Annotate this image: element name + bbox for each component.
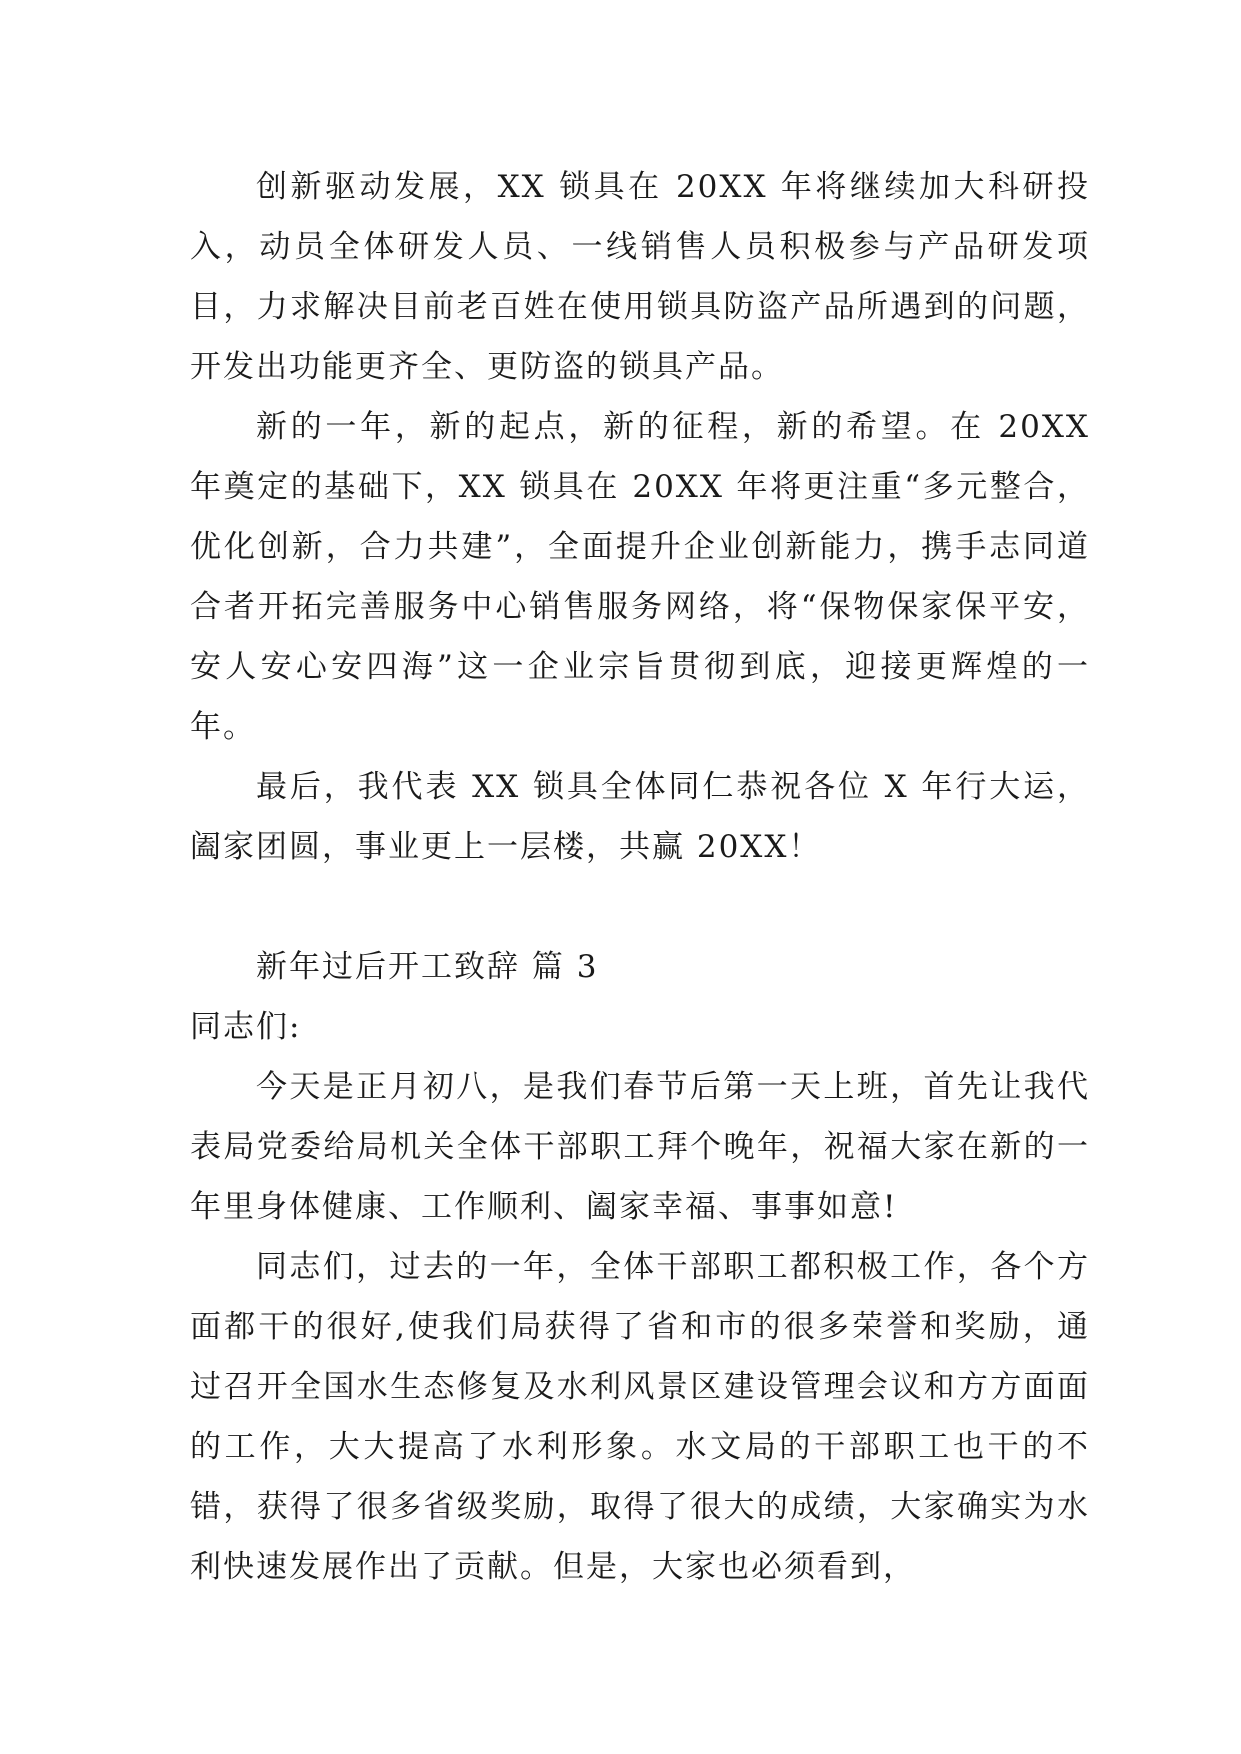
paragraph-review: 同志们，过去的一年，全体干部职工都积极工作，各个方面都干的很好,使我们局获得了省和市的很多荣誉和奖励，通过召开全国水生态修复及水利风景区建设管理会议和方方面面的工作，大大提高了水利形象。水文局的干部职工也干的不错，获得了很多省级奖励，取得了很大的成绩，大家确实为水利快速发展作出了贡献。但是，大家也必须看到， (190, 1249, 1090, 1585)
paragraph-new-year-outlook: 新的一年，新的起点，新的征程，新的希望。在 20XX 年奠定的基础下，XX 锁具在 20XX 年将更注重“多元整合，优化创新，合力共建”，全面提升企业创新能力，携手志同道合者开拓完善服务中心销售服务网络，将“保物保家保平安，安人安心安四海”这一企业宗旨贯彻到底，迎接更辉煌的一年。 (190, 409, 1090, 745)
paragraph-closing-wishes: 最后，我代表 XX 锁具全体同仁恭祝各位 X 年行大运，阖家团圆，事业更上一层楼，共赢 20XX！ (190, 769, 1090, 865)
document-body (190, 157, 1090, 1597)
paragraph-greeting: 今天是正月初八，是我们春节后第一天上班，首先让我代表局党委给局机关全体干部职工拜个晚年，祝福大家在新的一年里身体健康、工作顺利、阖家幸福、事事如意! (190, 1069, 1090, 1225)
section-title: 新年过后开工致辞 篇 3 (256, 949, 599, 985)
salutation: 同志们: (190, 1009, 302, 1045)
paragraph-innovation: 创新驱动发展，XX 锁具在 20XX 年将继续加大科研投入，动员全体研发人员、一线销售人员积极参与产品研发项目，力求解决目前老百姓在使用锁具防盗产品所遇到的问题，开发出功能更齐全、更防盗的锁具产品。 (190, 169, 1090, 385)
